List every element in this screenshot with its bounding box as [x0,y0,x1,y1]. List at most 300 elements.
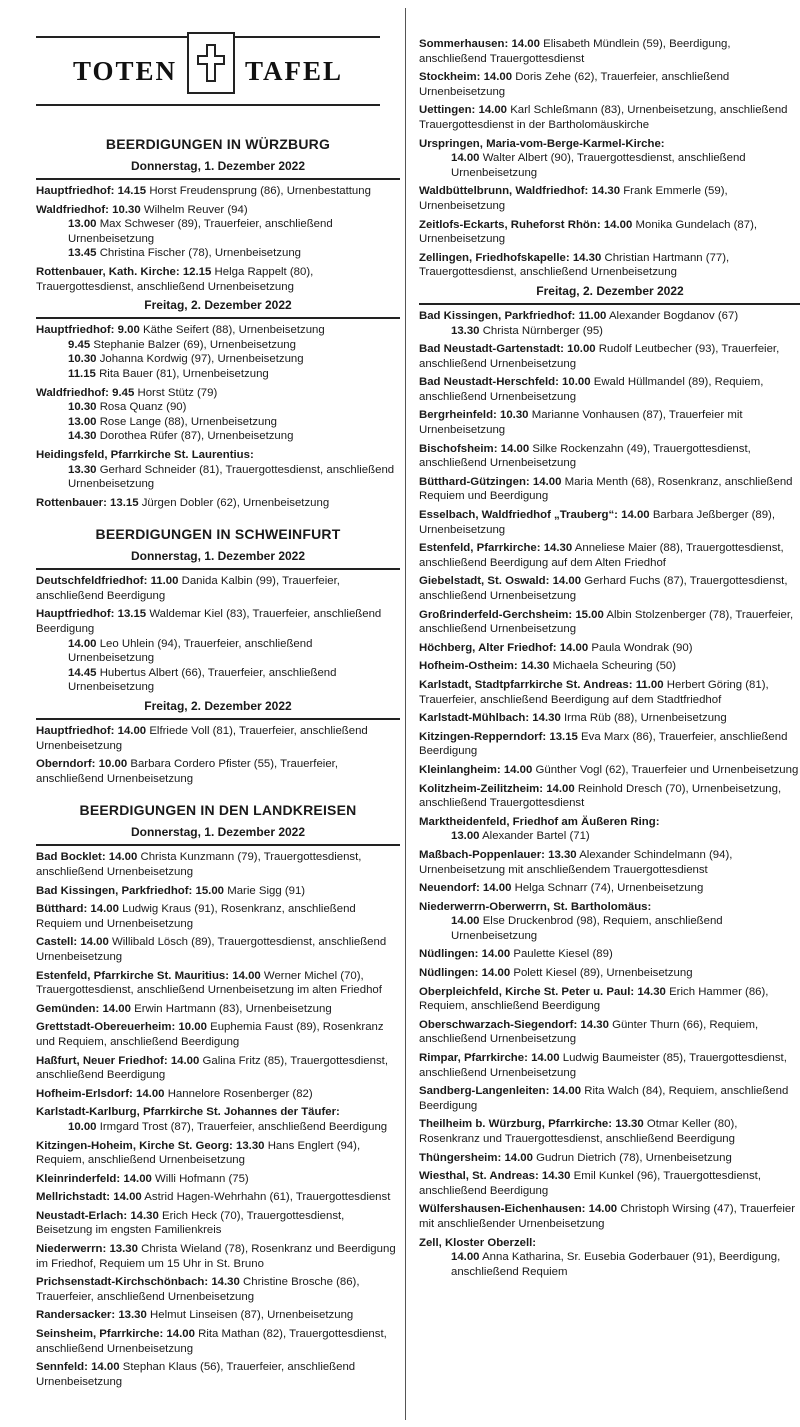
entry-time: 14.00 [478,104,508,117]
entry-text: Rita Walch (84), Requiem, anschließend Beerdigung [419,1085,789,1112]
entry-text: Stephanie Balzer (69), Urnenbeisetzung [93,338,296,351]
burial-entry [36,1360,400,1389]
burial-entry [36,1105,400,1134]
entry-time: 10.30 [68,401,97,414]
entry-sub-line [36,1120,400,1135]
entry-sub-line [36,217,400,246]
entry-first-line [36,1190,400,1205]
burial-entry [419,342,800,371]
entry-time: 13.00 [68,218,97,231]
entry-location: Thüngersheim: [419,1151,502,1164]
entry-first-line [36,1087,400,1102]
entry-location: Höchberg, Alter Friedhof: [419,641,557,654]
burial-entry [36,757,400,786]
entry-first-line [36,1327,400,1356]
entry-text: Reinhold Dresch (70), Urnenbeisetzung, anschließend Trauergottesdienst [419,782,782,810]
entry-sub-line [36,246,400,261]
entry-first-line [419,37,800,66]
entry-text: Günther Vogl (62), Trauerfeier und Urnenbeisetzung [535,763,799,776]
entry-first-line [419,815,800,830]
entry-first-line [36,1139,400,1168]
burial-entry [419,309,800,338]
entry-time: 10.30 [112,203,141,216]
day-rule [419,303,800,305]
entry-sub-line [419,914,800,943]
entry-first-line [419,184,800,213]
entry-time: 14.00 [621,509,650,522]
entry-time: 14.00 [552,575,582,588]
day-heading: Freitag, 2. Dezember 2022 [144,699,292,714]
entry-first-line [36,323,400,338]
entry-time: 10.00 [98,758,128,771]
entry-text: Helga Schnarr (74), Urnenbeisetzung [514,882,704,895]
entry-time: 14.00 [108,851,138,864]
entry-sub-line [419,1250,800,1279]
burial-entry [419,103,800,132]
day-heading: Donnerstag, 1. Dezember 2022 [130,549,306,564]
burial-entry [36,1087,400,1102]
entry-time: 13.30 [109,1243,138,1256]
column-divider [405,8,406,1420]
entry-first-line [419,342,800,371]
entry-location: Zeitlofs-Eckarts, Ruheforst Rhön: [419,218,601,231]
entry-location: Esselbach, Waldfriedhof „Trauberg“: [419,509,618,522]
burial-entry [419,184,800,213]
burial-entry [419,1084,800,1113]
entry-sub-line [419,151,800,180]
entry-time: 9.00 [117,324,140,337]
entry-location: Marktheidenfeld, Friedhof am Äußeren Ring: [419,815,660,828]
burial-entry [419,218,800,247]
entry-time: 15.00 [195,884,225,897]
entry-text: Helmut Linseisen (87), Urnenbeisetzung [150,1309,354,1322]
entry-text: Käthe Seifert (88), Urnenbeisetzung [142,324,325,337]
entry-text: Horst Stütz (79) [137,386,218,399]
entry-sub-line [36,429,400,444]
burial-entry [419,947,800,962]
burial-entry [419,1236,800,1280]
entry-first-line [419,711,800,726]
entry-first-line [36,850,400,879]
entry-location: Hofheim-Ostheim: [419,660,518,673]
entry-text: Christa Kunzmann (79), Trauergottesdienst, anschließend Urnenbeisetzung [36,851,362,878]
entry-first-line [36,1308,400,1323]
entry-time: 14.00 [117,725,147,738]
entry-time: 11.15 [68,367,96,380]
entry-location: Rottenbauer: [36,496,107,509]
entry-first-line [419,900,800,915]
entry-sub-line [36,463,400,492]
entry-text: Waldemar Kiel (83), Trauerfeier, anschließend Beerdigung [36,608,382,636]
section-title: BEERDIGUNGEN IN WÜRZBURG [105,136,331,152]
burial-entry [36,1242,400,1271]
entry-first-line [419,966,800,981]
entry-location: Niederwerrn: [36,1243,107,1256]
entry-first-line [36,1360,400,1389]
entry-text: Willi Hofmann (75) [155,1172,249,1185]
burial-entry [36,1327,400,1356]
entry-text: Rudolf Leutbecher (93), Trauerfeier, anschließend Urnenbeisetzung [419,343,780,370]
entry-location: Karlstadt, Stadtpfarrkirche St. Andreas: [419,678,633,691]
entry-location: Oberschwarzach-Siegendorf: [419,1018,578,1031]
entry-text: Dorothea Rüfer (87), Urnenbeisetzung [99,430,294,443]
entry-location: Prichsenstadt-Kirchschönbach: [36,1276,209,1289]
day-heading: Donnerstag, 1. Dezember 2022 [130,825,306,840]
entry-text: Gerhard Schneider (81), Trauergottesdienst, anschließend Urnenbeisetzung [68,463,395,491]
entry-location: Maßbach-Poppenlauer: [419,848,545,861]
entry-text: Otmar Keller (80), Rosenkranz und Trauergottesdienst, anschließend Beerdigung [419,1118,738,1145]
entry-time: 14.00 [90,903,119,916]
entry-first-line [419,985,800,1014]
entry-time: 14.00 [504,1151,533,1164]
burial-entry [419,37,800,66]
burial-entry [419,1051,800,1080]
entry-first-line [419,730,800,759]
entry-text: Alexander Bogdanov (67) [608,309,739,322]
entry-time: 14.00 [603,218,633,231]
entry-first-line [419,408,800,437]
burial-entry [419,711,800,726]
entry-first-line [419,782,800,811]
burial-entry [36,1172,400,1187]
entry-location: Waldfriedhof: [36,386,109,399]
entry-location: Sandberg-Langenleiten: [419,1085,550,1098]
entry-time: 13.00 [68,415,97,428]
entry-text: Günter Thurn (66), Requiem, anschließend Urnenbeisetzung [419,1018,759,1046]
entry-first-line [419,947,800,962]
entry-first-line [36,1275,400,1304]
header-word-right: TAFEL [245,55,344,86]
burial-entry [419,475,800,504]
entry-text: Anneliese Maier (88), Trauergottesdienst, anschließend Beerdigung auf dem Alten Friedhof [419,542,784,569]
entry-sub-line [36,400,400,415]
entry-text: Christoph Wirsing (47), Trauerfeier mit anschließender Urnenbeisetzung [419,1203,796,1230]
entry-location: Seinsheim, Pfarrkirche: [36,1328,164,1341]
entry-text: Paulette Kiesel (89) [513,948,613,961]
burial-entry [36,969,400,998]
totentafel-header [36,36,380,106]
entry-text: Galina Fritz (85), Trauergottesdienst, anschließend Beerdigung [36,1054,388,1082]
entry-first-line [419,309,800,324]
burial-entry [419,782,800,811]
entry-time: 14.00 [503,763,533,776]
burial-entry [36,607,400,695]
burial-entry [36,1275,400,1304]
entry-first-line [36,757,400,786]
entry-location: Hauptfriedhof: [36,608,115,621]
entry-time: 14.45 [68,666,97,679]
entry-location: Kolitzheim-Zeilitzheim: [419,782,544,795]
entry-first-line [419,881,800,896]
entry-first-line [36,203,400,218]
entry-time: 12.15 [182,265,212,278]
burial-entry [36,1139,400,1168]
entry-text: Eva Marx (86), Trauerfeier, anschließend Beerdigung [419,730,788,758]
entry-text: Albin Stolzenberger (78), Trauerfeier, anschließend Urnenbeisetzung [419,608,794,636]
entry-time: 13.30 [451,324,480,337]
entry-location: Bad Kissingen, Parkfriedhof: [36,884,193,897]
entry-text: Erwin Hartmann (83), Urnenbeisetzung [134,1002,332,1015]
entry-first-line [419,641,800,656]
entry-location: Kleinlangheim: [419,763,501,776]
entry-text: Rose Lange (88), Urnenbeisetzung [99,415,277,428]
entry-location: Oberndorf: [36,758,96,771]
entry-location: Theilheim b. Würzburg, Pfarrkirche: [419,1118,613,1131]
burial-entry [419,815,800,844]
entry-text: Rosa Quanz (90) [99,401,187,414]
entry-time: 13.00 [451,830,480,843]
entry-sub-line [36,367,400,382]
entry-text: Herbert Göring (81), Trauerfeier, anschließend Beerdigung auf dem Stadtfriedhof [419,678,769,706]
entry-list [36,724,400,786]
entry-location: Zellingen, Friedhofskapelle: [419,251,570,264]
entry-text: Alexander Bartel (71) [482,830,590,843]
entry-first-line [36,1020,400,1049]
burial-entry [36,1002,400,1017]
burial-entry [36,724,400,753]
entry-text: Jürgen Dobler (62), Urnenbeisetzung [141,496,330,509]
entry-first-line [419,1202,800,1231]
entry-text: Karl Schleßmann (83), Urnenbeisetzung, anschließend Trauergottesdienst in der Bartholomäuskirche [419,104,788,131]
left-content [18,136,400,1389]
entry-time: 14.00 [68,637,97,650]
entry-location: Oberpleichfeld, Kirche St. Peter u. Paul: [419,985,635,998]
entry-time: 9.45 [112,386,135,399]
entry-text: Euphemia Faust (89), Rosenkranz und Requiem, anschließend Beerdigung [36,1021,384,1048]
entry-text: Gudrun Dietrich (78), Urnenbeisetzung [536,1151,732,1164]
entry-location: Haßfurt, Neuer Friedhof: [36,1054,168,1067]
day-rule [36,718,400,720]
entry-first-line [419,1236,800,1251]
entry-text: Elisabeth Mündlein (59), Beerdigung, anschließend Trauergottesdienst [419,38,731,65]
entry-text: Christian Hartmann (77), Trauergottesdienst, anschließend Urnenbeisetzung [419,251,730,279]
entry-time: 14.00 [500,442,530,455]
entry-first-line [36,969,400,998]
entry-list [36,850,400,1389]
entry-time: 14.00 [170,1054,200,1067]
entry-time: 14.00 [588,1203,618,1216]
entry-first-line [36,496,400,511]
entry-first-line [419,678,800,707]
entry-text: Barbara Cordero Pfister (55), Trauerfeier, anschließend Urnenbeisetzung [36,758,338,785]
entry-sub-line [36,415,400,430]
burial-entry [419,1117,800,1146]
entry-location: Castell: [36,936,78,949]
entry-first-line [36,448,400,463]
entry-location: Stockheim: [419,71,481,84]
entry-text: Christina Fischer (78), Urnenbeisetzung [99,247,302,260]
burial-entry [36,184,400,199]
entry-location: Hofheim-Erlsdorf: [36,1087,133,1100]
entry-text: Marianne Vonhausen (87), Trauerfeier mit Urnenbeisetzung [419,409,743,437]
entry-time: 14.00 [113,1191,142,1204]
entry-first-line [419,659,800,674]
burial-entry [419,1169,800,1198]
entry-time: 14.00 [511,38,540,50]
entry-location: Bischofsheim: [419,442,498,455]
entry-location: Estenfeld, Pfarrkirche: [419,542,541,555]
entry-location: Kleinrinderfeld: [36,1172,121,1185]
entry-text: Michaela Scheuring (50) [552,660,677,673]
burial-entry [419,848,800,877]
entry-sub-line [36,338,400,353]
entry-text: Helga Rappelt (80), Trauergottesdienst, anschließend Urnenbeisetzung [36,265,314,293]
entry-time: 14.00 [546,782,575,795]
entry-location: Hauptfriedhof: [36,725,115,738]
burial-entry [419,1151,800,1166]
burial-entry [36,1190,400,1205]
entry-location: Bütthard: [36,903,88,916]
entry-first-line [419,763,800,778]
entry-time: 14.30 [591,185,621,198]
entry-text: Polett Kiesel (89), Urnenbeisetzung [513,967,693,980]
day-rule [36,568,400,570]
entry-location: Neustadt-Erlach: [36,1209,128,1222]
burial-entry [36,1020,400,1049]
entry-text: Gerhard Fuchs (87), Trauergottesdienst, anschließend Urnenbeisetzung [419,575,788,602]
entry-time: 14.30 [572,251,602,264]
entry-sub-line [36,637,400,666]
entry-first-line [419,1169,800,1198]
burial-entry [419,574,800,603]
entry-time: 13.30 [615,1118,644,1131]
entry-location: Zell, Kloster Oberzell: [419,1236,537,1249]
entry-first-line [419,848,800,877]
entry-first-line [419,1084,800,1113]
entry-first-line [36,884,400,899]
day-heading: Freitag, 2. Dezember 2022 [536,283,684,298]
burial-entry [419,1018,800,1047]
entry-text: Barbara Jeßberger (89), Urnenbeisetzung [419,509,776,536]
entry-time: 11.00 [150,575,179,588]
entry-time: 13.30 [118,1309,147,1322]
entry-first-line [36,1105,400,1120]
entry-first-line [36,1242,400,1271]
entry-time: 14.00 [451,152,480,165]
entry-text: Else Druckenbrod (98), Requiem, anschließend Urnenbeisetzung [451,915,723,942]
burial-entry [419,966,800,981]
burial-entry [419,641,800,656]
entry-location: Neuendorf: [419,882,480,895]
entry-time: 11.00 [635,678,664,691]
entry-text: Emil Kunkel (96), Trauergottesdienst, anschließend Beerdigung [419,1170,762,1197]
burial-entry [36,935,400,964]
entry-location: Wülfershausen-Eichenhausen: [419,1203,586,1216]
entry-time: 14.00 [102,1002,131,1015]
entry-first-line [419,508,800,537]
entry-text: Johanna Kordwig (97), Urnenbeisetzung [99,353,304,366]
entry-time: 11.00 [578,309,607,322]
entry-sub-line [36,352,400,367]
entry-time: 13.15 [110,496,139,509]
entry-list [36,574,400,695]
burial-entry [36,496,400,511]
entry-time: 14.00 [552,1085,582,1098]
entry-location: Bad Neustadt-Herschfeld: [419,376,559,389]
entry-location: Wiesthal, St. Andreas: [419,1170,539,1183]
entry-location: Sommerhausen: [419,38,509,50]
entry-time: 13.45 [68,247,97,260]
entry-location: Uettingen: [419,104,476,117]
burial-entry [419,881,800,896]
entry-first-line [419,574,800,603]
burial-entry [419,763,800,778]
burial-entry [419,678,800,707]
right-column [419,0,800,1283]
burial-entry [419,608,800,637]
entry-time: 14.15 [117,185,147,197]
entry-first-line [36,574,400,603]
entry-time: 13.30 [548,848,577,861]
entry-time: 14.30 [520,660,550,673]
entry-location: Hauptfriedhof: [36,324,115,337]
entry-first-line [36,902,400,931]
entry-location: Bütthard-Gützingen: [419,475,530,488]
entry-text: Hans Englert (94), Requiem, anschließend Urnenbeisetzung [36,1139,361,1167]
burial-entry [419,659,800,674]
entry-first-line [419,70,800,99]
entry-time: 14.30 [130,1209,159,1222]
entry-location: Estenfeld, Pfarrkirche St. Mauritius: [36,969,230,982]
entry-text: Elfriede Voll (81), Trauerfeier, anschließend Urnenbeisetzung [36,725,368,752]
entry-time: 10.00 [567,343,596,356]
entry-location: Randersacker: [36,1309,116,1322]
entry-time: 9.45 [68,338,91,351]
entry-text: Christa Nürnberger (95) [482,324,603,337]
entry-text: Leo Uhlein (94), Trauerfeier, anschließend Urnenbeisetzung [68,637,313,665]
section-title: BEERDIGUNGEN IN DEN LANDKREISEN [79,802,357,819]
day-heading: Freitag, 2. Dezember 2022 [144,298,292,313]
entry-time: 14.00 [123,1172,152,1185]
entry-location: Waldfriedhof: [36,203,109,216]
entry-text: Astrid Hagen-Wehrhahn (61), Trauergottesdienst [144,1191,391,1204]
entry-location: Bergrheinfeld: [419,409,497,422]
entry-first-line [36,265,400,294]
entry-location: Bad Kissingen, Parkfriedhof: [419,309,576,322]
burial-entry [419,900,800,944]
entry-time: 13.15 [549,730,578,743]
entry-list [419,37,800,280]
burial-entry [36,386,400,444]
entry-time: 14.30 [637,985,666,998]
burial-entry [419,541,800,570]
entry-first-line [419,1018,800,1047]
day-heading: Donnerstag, 1. Dezember 2022 [130,159,306,173]
entry-first-line [36,1172,400,1187]
entry-text: Alexander Schindelmann (94), Urnenbeisetzung mit anschließendem Trauergottesdienst [419,848,733,876]
entry-text: Danida Kalbin (99), Trauerfeier, anschließend Beerdigung [36,575,340,602]
entry-text: Monika Gundelach (87), Urnenbeisetzung [419,218,758,246]
entry-location: Mellrichstadt: [36,1191,111,1204]
burial-entry [36,1209,400,1238]
entry-time: 14.00 [80,936,109,949]
entry-text: Werner Michel (70), Trauergottesdienst, anschließend Urnenbeisetzung im alten Friedhof [36,969,382,997]
entry-text: Rita Mathan (82), Trauergottesdienst, anschließend Urnenbeisetzung [36,1328,387,1355]
entry-text: Irma Rüb (88), Urnenbeisetzung [563,712,727,725]
entry-time: 14.00 [481,967,511,980]
burial-entry [36,1054,400,1083]
burial-entry [419,508,800,537]
entry-location: Niederwerrn-Oberwerrn, St. Bartholomäus: [419,900,652,913]
entry-first-line [419,608,800,637]
entry-text: Christine Brosche (86), Trauerfeier, anschließend Urnenbeisetzung [36,1276,360,1303]
entry-list [36,323,400,510]
entry-text: Frank Emmerle (59), Urnenbeisetzung [419,185,728,212]
entry-first-line [36,184,400,199]
entry-time: 10.30 [68,353,97,366]
entry-text: Silke Rockenzahn (49), Trauergottesdienst, anschließend Urnenbeisetzung [419,442,751,470]
entry-location: Hauptfriedhof: [36,185,115,197]
